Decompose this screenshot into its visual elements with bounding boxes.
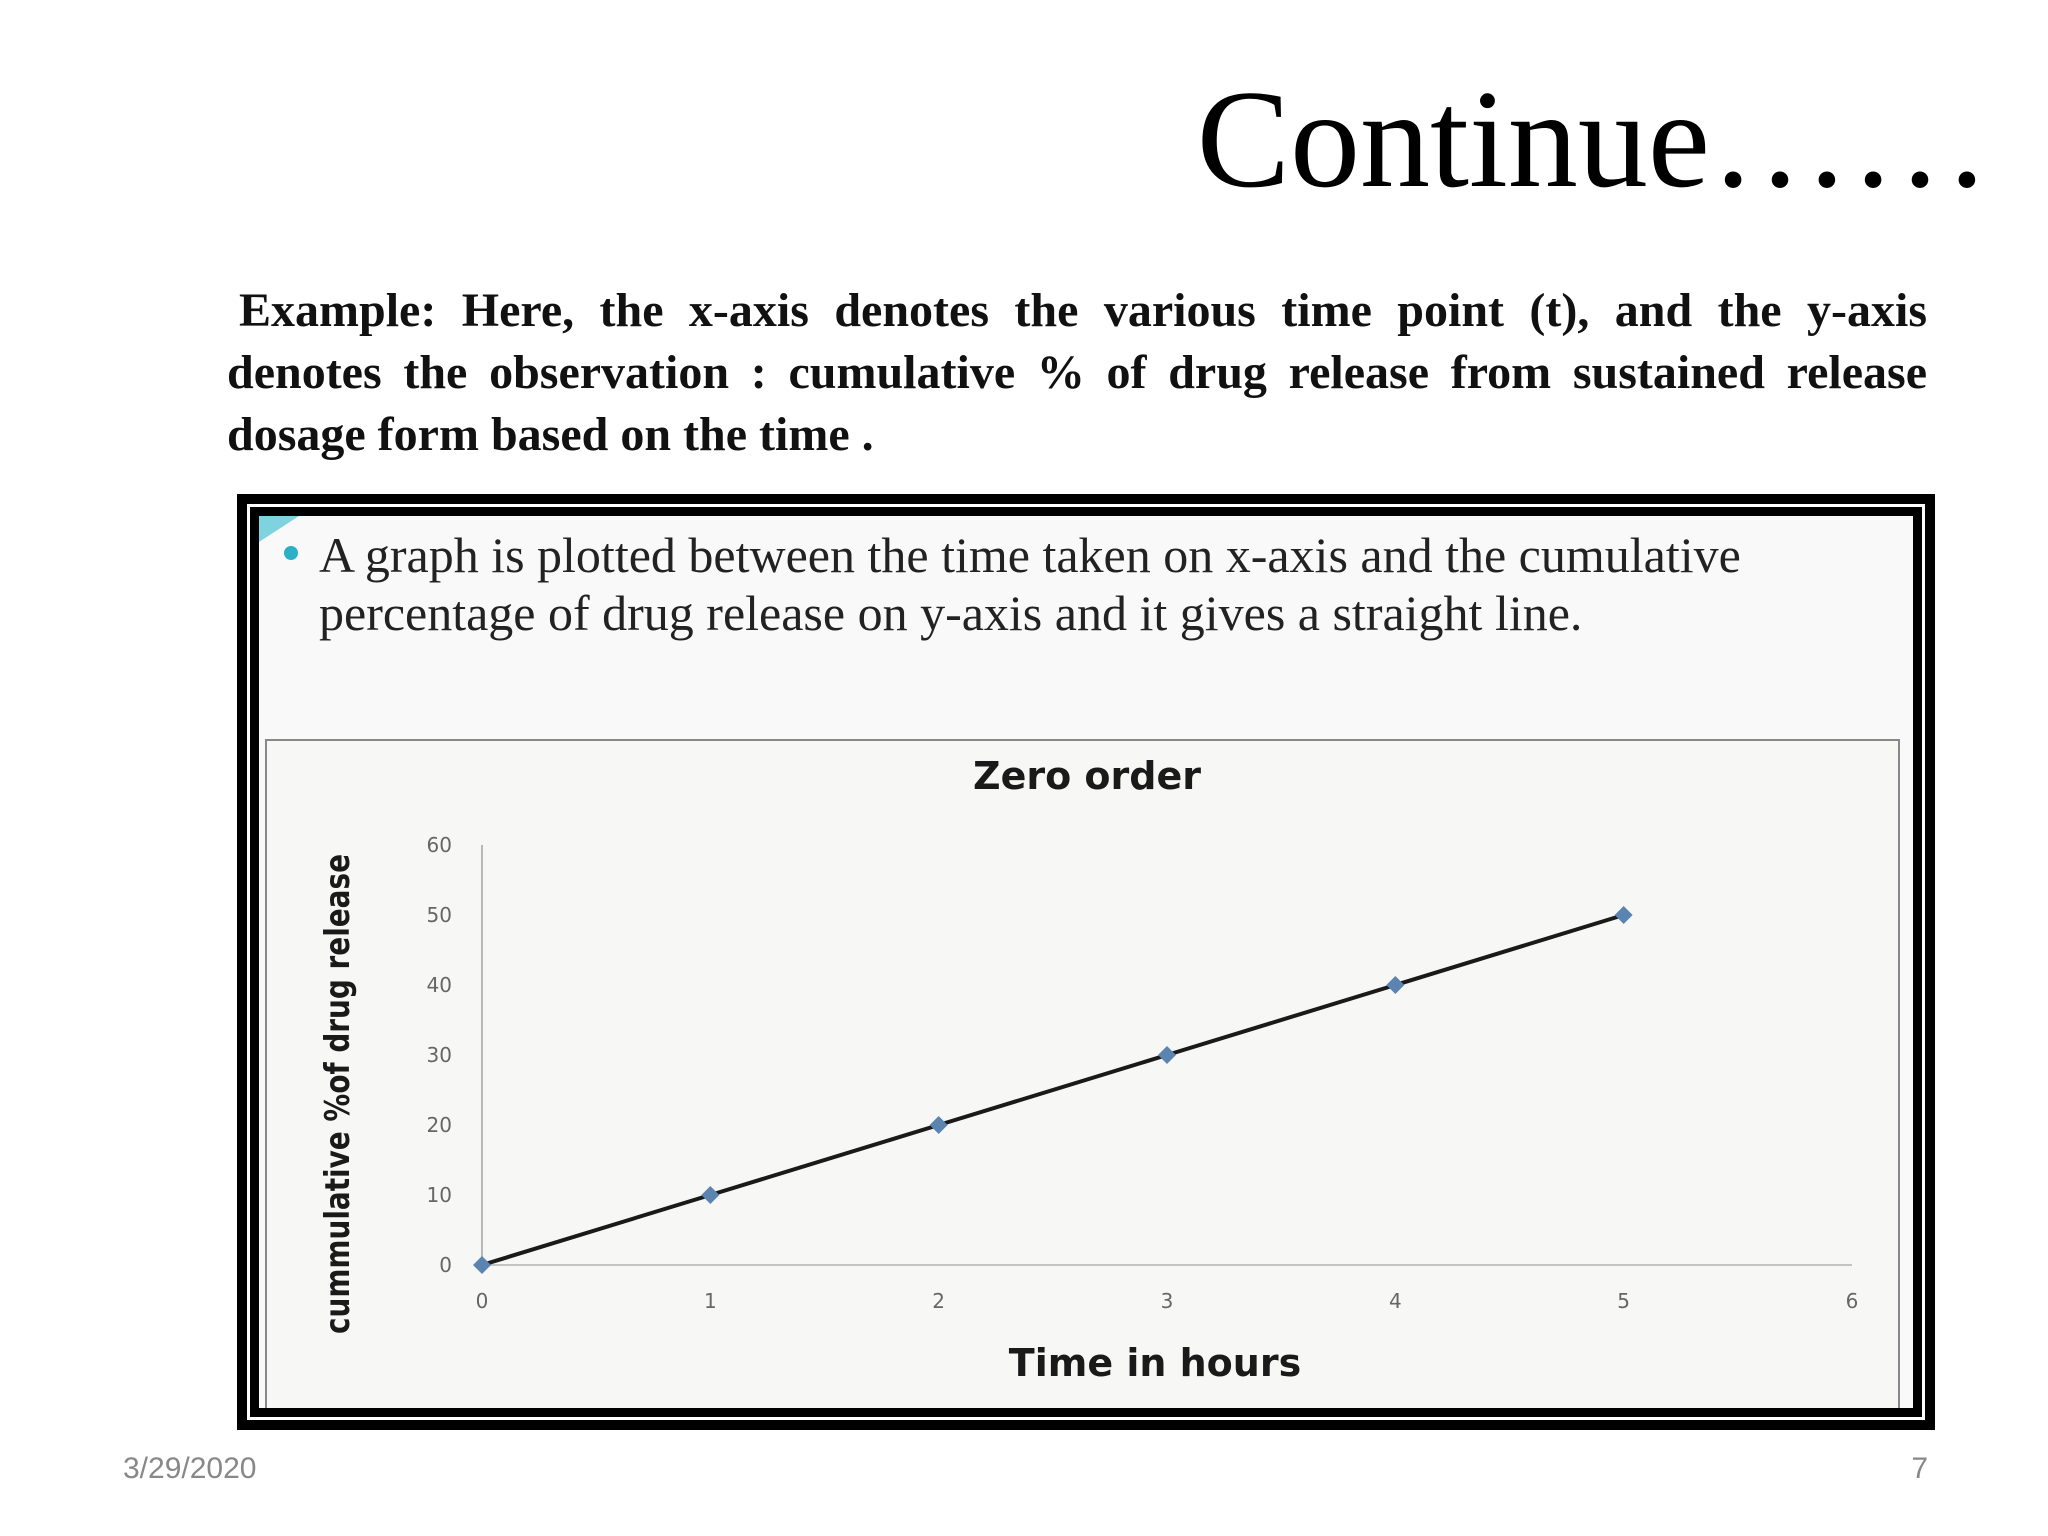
- data-point-marker: [1386, 976, 1404, 994]
- bullet-text: A graph is plotted between the time taken on x-axis and the cumulative percentage of drug release on y-axis and it gives a straight line.: [319, 527, 1741, 641]
- x-tick-label: 0: [475, 1289, 489, 1313]
- x-tick-label: 6: [1845, 1289, 1859, 1313]
- data-point-marker: [930, 1116, 948, 1134]
- data-point-marker: [701, 1186, 719, 1204]
- page-number: 7: [1911, 1452, 1928, 1485]
- bullet-icon: [284, 546, 298, 560]
- example-paragraph: Example: Here, the x-axis denotes the various time point (t), and the y-axis denotes the observation : cumulative % of drug release from sustained release dosage form based on the time .: [227, 284, 1927, 461]
- figure-frame: [237, 494, 1935, 1430]
- y-tick-label: 50: [426, 903, 452, 927]
- chart-title: Zero order: [973, 754, 1201, 798]
- figure-inner-border: [247, 504, 1925, 1420]
- figure-panel: [259, 516, 1913, 1408]
- y-tick-label: 0: [439, 1253, 452, 1277]
- slide-title: Continue……: [1196, 62, 1990, 217]
- data-point-marker: [1158, 1046, 1176, 1064]
- x-tick-label: 5: [1617, 1289, 1631, 1313]
- data-point-marker: [1615, 906, 1633, 924]
- series-line: [482, 915, 1624, 1265]
- chart-area: [265, 739, 1900, 1408]
- x-tick-label: 4: [1388, 1289, 1402, 1313]
- plot-region: [427, 833, 1859, 1313]
- y-axis-label: cummulative %of drug release: [318, 748, 358, 1334]
- zero-order-chart: [267, 741, 1898, 1408]
- y-tick-label: 40: [426, 973, 452, 997]
- y-tick-label: 60: [426, 833, 452, 857]
- y-tick-label: 20: [426, 1113, 452, 1137]
- y-tick-label: 10: [426, 1183, 452, 1207]
- x-axis-label: Time in hours: [1008, 1341, 1302, 1385]
- corner-accent: [259, 516, 299, 542]
- x-tick-label: 2: [932, 1289, 946, 1313]
- footer-date: 3/29/2020: [123, 1452, 257, 1485]
- data-point-marker: [473, 1256, 491, 1274]
- x-tick-label: 1: [703, 1289, 717, 1313]
- x-tick-label: 3: [1160, 1289, 1174, 1313]
- y-tick-label: 30: [426, 1043, 452, 1067]
